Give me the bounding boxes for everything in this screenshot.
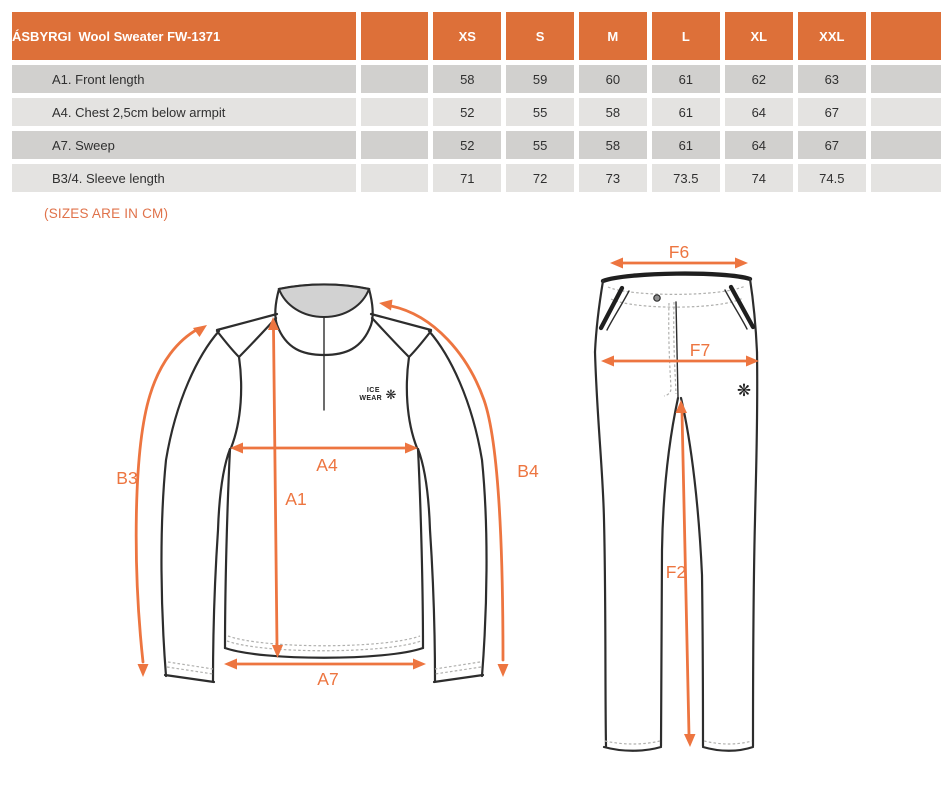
measure-label-b4: B4 xyxy=(517,461,539,481)
product-title: ÁSBYRGI Wool Sweater FW-1371 xyxy=(12,12,356,60)
measure-value: 73.5 xyxy=(652,164,720,192)
left-leg-hem xyxy=(604,747,661,751)
measure-label-a4: A4 xyxy=(316,455,338,475)
measure-value: 74 xyxy=(725,164,793,192)
measure-label: B3/4. Sleeve length xyxy=(12,164,356,192)
measure-label-f6: F6 xyxy=(668,242,690,262)
measure-value: 67 xyxy=(798,131,866,159)
right-leg-outer xyxy=(753,352,757,746)
sweater-body-right-side xyxy=(418,449,423,648)
measure-value: 58 xyxy=(579,131,647,159)
measure-label: A1. Front length xyxy=(12,65,356,93)
measure-label-f7: F7 xyxy=(689,340,711,360)
waistband-right-edge xyxy=(750,279,757,352)
a1-arrow xyxy=(268,317,283,658)
left-cuff-stitching xyxy=(167,662,213,674)
left-cuff xyxy=(165,675,214,682)
measure-value: 64 xyxy=(725,98,793,126)
measure-value: 61 xyxy=(652,98,720,126)
size-header-xl: XL xyxy=(725,12,793,60)
a7-arrowhead-right xyxy=(413,659,426,670)
measure-value: 55 xyxy=(506,131,574,159)
f7-arrow xyxy=(601,356,759,367)
measure-value: 73 xyxy=(579,164,647,192)
measure-value: 60 xyxy=(579,65,647,93)
waistband-left-edge xyxy=(595,281,603,352)
left-sleeve-outer xyxy=(161,331,219,676)
size-header-xs: XS xyxy=(433,12,501,60)
right-leg-hem xyxy=(703,747,753,751)
f6-arrowhead-left xyxy=(610,258,623,269)
a7-arrowhead-left xyxy=(224,659,237,670)
measure-value: 55 xyxy=(506,98,574,126)
right-shoulder-gusset xyxy=(372,318,431,448)
size-header-s: S xyxy=(506,12,574,60)
measure-value: 62 xyxy=(725,65,793,93)
snowflake-icon: ❋ xyxy=(385,388,397,403)
pants-snowflake-icon: ❋ xyxy=(736,381,752,401)
measure-label: A7. Sweep xyxy=(12,131,356,159)
measure-value: 59 xyxy=(506,65,574,93)
measure-value: 61 xyxy=(652,131,720,159)
left-shoulder-gusset xyxy=(217,318,276,448)
measure-label-f2: F2 xyxy=(665,562,687,582)
waistband-top xyxy=(603,274,750,281)
center-front-seam xyxy=(676,302,678,397)
a7-arrow xyxy=(224,659,426,670)
waist-button xyxy=(654,295,660,301)
f6-arrowhead-right xyxy=(735,258,748,269)
measure-label-b3: B3 xyxy=(116,468,138,488)
sweater-diagram xyxy=(116,285,539,690)
measure-value: 67 xyxy=(798,98,866,126)
f2-arrowhead-bottom xyxy=(684,734,696,747)
right-cuff xyxy=(434,675,483,682)
measure-value: 63 xyxy=(798,65,866,93)
b3-arrowhead-bottom xyxy=(138,664,149,677)
units-note: (SIZES ARE IN CM) xyxy=(44,206,169,221)
measure-value: 71 xyxy=(433,164,501,192)
measure-value: 72 xyxy=(506,164,574,192)
pants-diagram xyxy=(595,242,759,751)
measure-value: 58 xyxy=(579,98,647,126)
measure-label: A4. Chest 2,5cm below armpit xyxy=(12,98,356,126)
right-hem-stitching xyxy=(704,741,752,744)
sweater-body-left-side xyxy=(225,449,230,648)
f7-arrowhead-left xyxy=(601,356,614,367)
measure-value: 64 xyxy=(725,131,793,159)
logo-text-wear: WEAR xyxy=(359,395,382,402)
hem-stitching xyxy=(227,636,421,651)
fly-stitching xyxy=(664,302,676,396)
sweater-collar-inside xyxy=(279,285,369,318)
sweater-hem xyxy=(225,648,423,658)
measure-value: 52 xyxy=(433,131,501,159)
size-header-l: L xyxy=(652,12,720,60)
left-leg-outer xyxy=(595,352,606,746)
right-cuff-stitching xyxy=(435,662,481,674)
b4-arrow xyxy=(379,300,509,678)
measure-label-a1: A1 xyxy=(285,489,307,509)
measure-value: 61 xyxy=(652,65,720,93)
measure-value: 74.5 xyxy=(798,164,866,192)
measure-value: 52 xyxy=(433,98,501,126)
left-hem-stitching xyxy=(605,741,660,744)
size-header-m: M xyxy=(579,12,647,60)
measure-label-a7: A7 xyxy=(317,669,339,689)
b4-arrowhead-bottom xyxy=(498,664,509,677)
size-header-xxl: XXL xyxy=(798,12,866,60)
measure-value: 58 xyxy=(433,65,501,93)
logo-text-ice: ICE xyxy=(366,387,380,394)
b4-arrowhead-top xyxy=(379,300,393,311)
icewear-chest-logo xyxy=(359,387,396,403)
a4-arrow xyxy=(230,443,418,454)
b3-arrow xyxy=(136,325,207,677)
